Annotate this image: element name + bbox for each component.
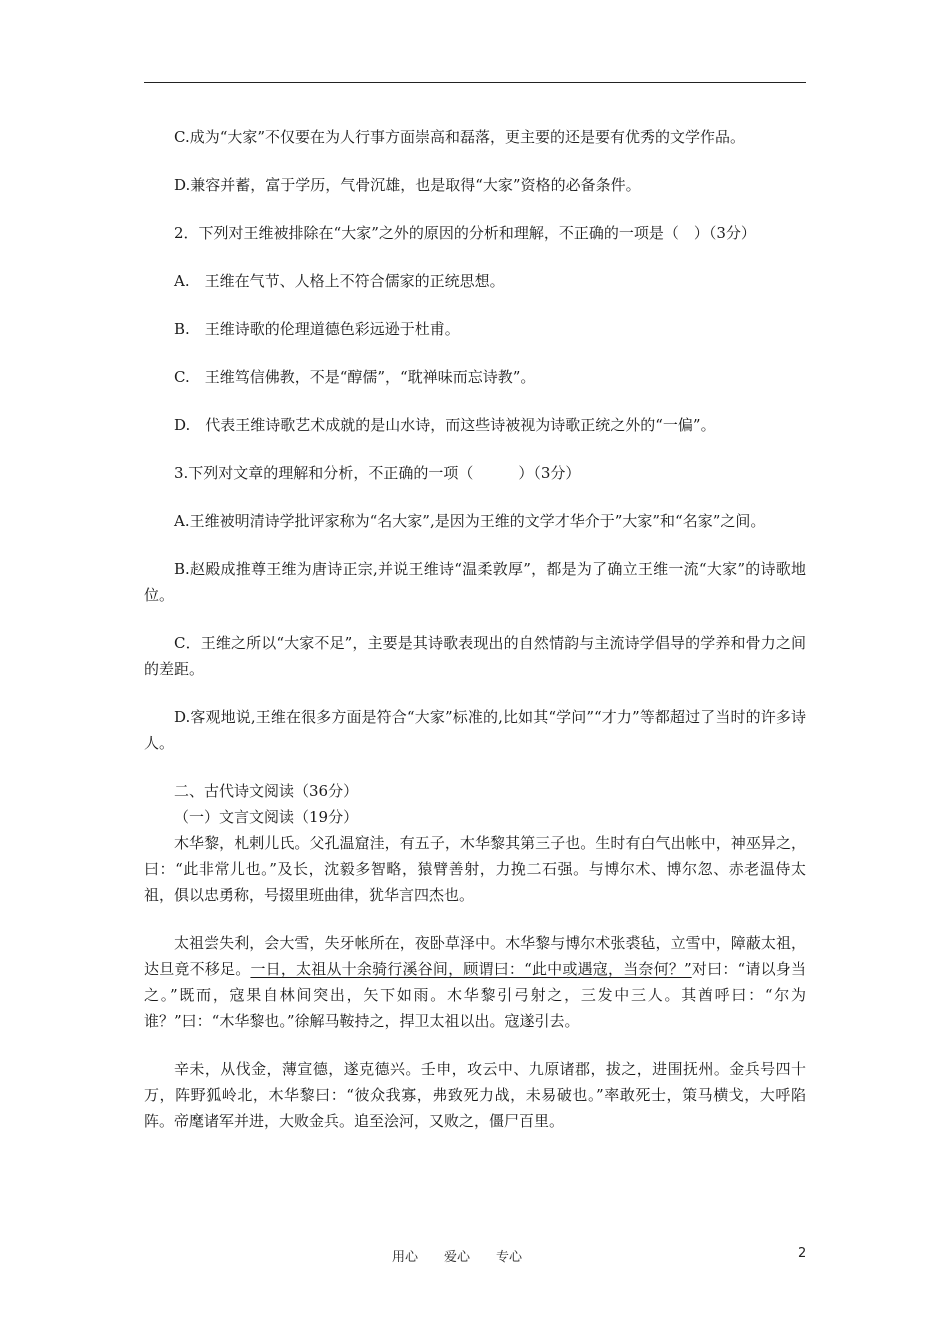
subsection-heading: （一）文言文阅读（19分） [174, 808, 359, 826]
q2-option-a: A. 王维在气节、人格上不符合儒家的正统思想。 [174, 272, 505, 290]
question-2: 2．下列对王维被排除在“大家”之外的原因的分析和理解，不正确的一项是（ ）（3分） [174, 224, 756, 242]
footer-motto [392, 1246, 548, 1265]
underlined-sentence: 一日，太祖从十余骑行溪谷间，顾谓曰：“此中或遇寇，当奈何？” [250, 960, 692, 978]
header-rule [144, 82, 806, 83]
footer-motto-2: 爱心 [444, 1250, 471, 1265]
q1-option-d: D.兼容并蓄，富于学历，气骨沉雄，也是取得“大家”资格的必备条件。 [174, 176, 641, 194]
passage-paragraph-1: 木华黎，札剌儿氏。父孔温窟洼，有五子，木华黎其第三子也。生时有白气出帐中，神巫异之，曰：“此非常儿也。”及长，沈毅多智略，猿臂善射，力挽二石强。与博尔术、博尔忽、赤老温侍太祖，俱以忠勇称，号掇里班曲律，犹华言四杰也。 [144, 834, 806, 904]
passage-paragraph-2 [144, 930, 806, 1034]
q1-option-c: C.成为“大家”不仅要在为人行事方面崇高和磊落，更主要的还是要有优秀的文学作品。 [174, 128, 746, 146]
q3-option-c: C．王维之所以“大家不足”，主要是其诗歌表现出的自然情韵与主流诗学倡导的学养和骨力之间的差距。 [144, 634, 806, 678]
q3-option-b: B.赵殿成推尊王维为唐诗正宗,并说王维诗“温柔敦厚”，都是为了确立王维一流“大家”的诗歌地位。 [144, 560, 806, 604]
question-3: 3.下列对文章的理解和分析，不正确的一项（ ）（3分） [174, 464, 581, 482]
passage-paragraph-2-part-a: 太祖尝失利，会大雪，失牙帐所在，夜卧草泽中。木华黎与博尔术张裘毡，立雪中，障蔽太祖，达旦竟不移足。 [144, 934, 806, 978]
q3-option-a: A.王维被明清诗学批评家称为“名大家”,是因为王维的文学才华介于”大家”和“名家”之间。 [174, 512, 766, 530]
footer-motto-1: 用心 [392, 1250, 419, 1265]
footer-motto-3: 专心 [496, 1250, 523, 1265]
page-number: 2 [798, 1246, 807, 1261]
q2-option-c: C. 王维笃信佛教，不是“醇儒”，“耽禅味而忘诗教”。 [174, 368, 536, 386]
page-body [144, 124, 806, 1156]
passage-paragraph-2-part-b: 对曰：“请以身当之。”既而，寇果自林间突出，矢下如雨。木华黎引弓射之，三发中三人。其酋呼曰：“尔为谁？”曰：“木华黎也。”徐解马鞍持之，捍卫太祖以出。寇遂引去。 [144, 960, 807, 1030]
passage-paragraph-3: 辛未，从伐金，薄宣德，遂克德兴。壬申，攻云中、九原诸郡，拔之，进围抚州。金兵号四十万，阵野狐岭北，木华黎曰：“彼众我寡，弗致死力战，未易破也。”率敢死士，策马横戈，大呼陷阵。帝麾诸军并进，大败金兵。追至浍河，又败之，僵尸百里。 [144, 1060, 806, 1130]
section-heading: 二、古代诗文阅读（36分） [174, 782, 359, 800]
q2-option-d: D. 代表王维诗歌艺术成就的是山水诗，而这些诗被视为诗歌正统之外的“一偏”。 [174, 416, 716, 434]
q3-option-d: D.客观地说,王维在很多方面是符合“大家”标准的,比如其“学问”“才力”等都超过了当时的许多诗人。 [144, 708, 806, 752]
q2-option-b: B. 王维诗歌的伦理道德色彩远逊于杜甫。 [174, 320, 460, 338]
